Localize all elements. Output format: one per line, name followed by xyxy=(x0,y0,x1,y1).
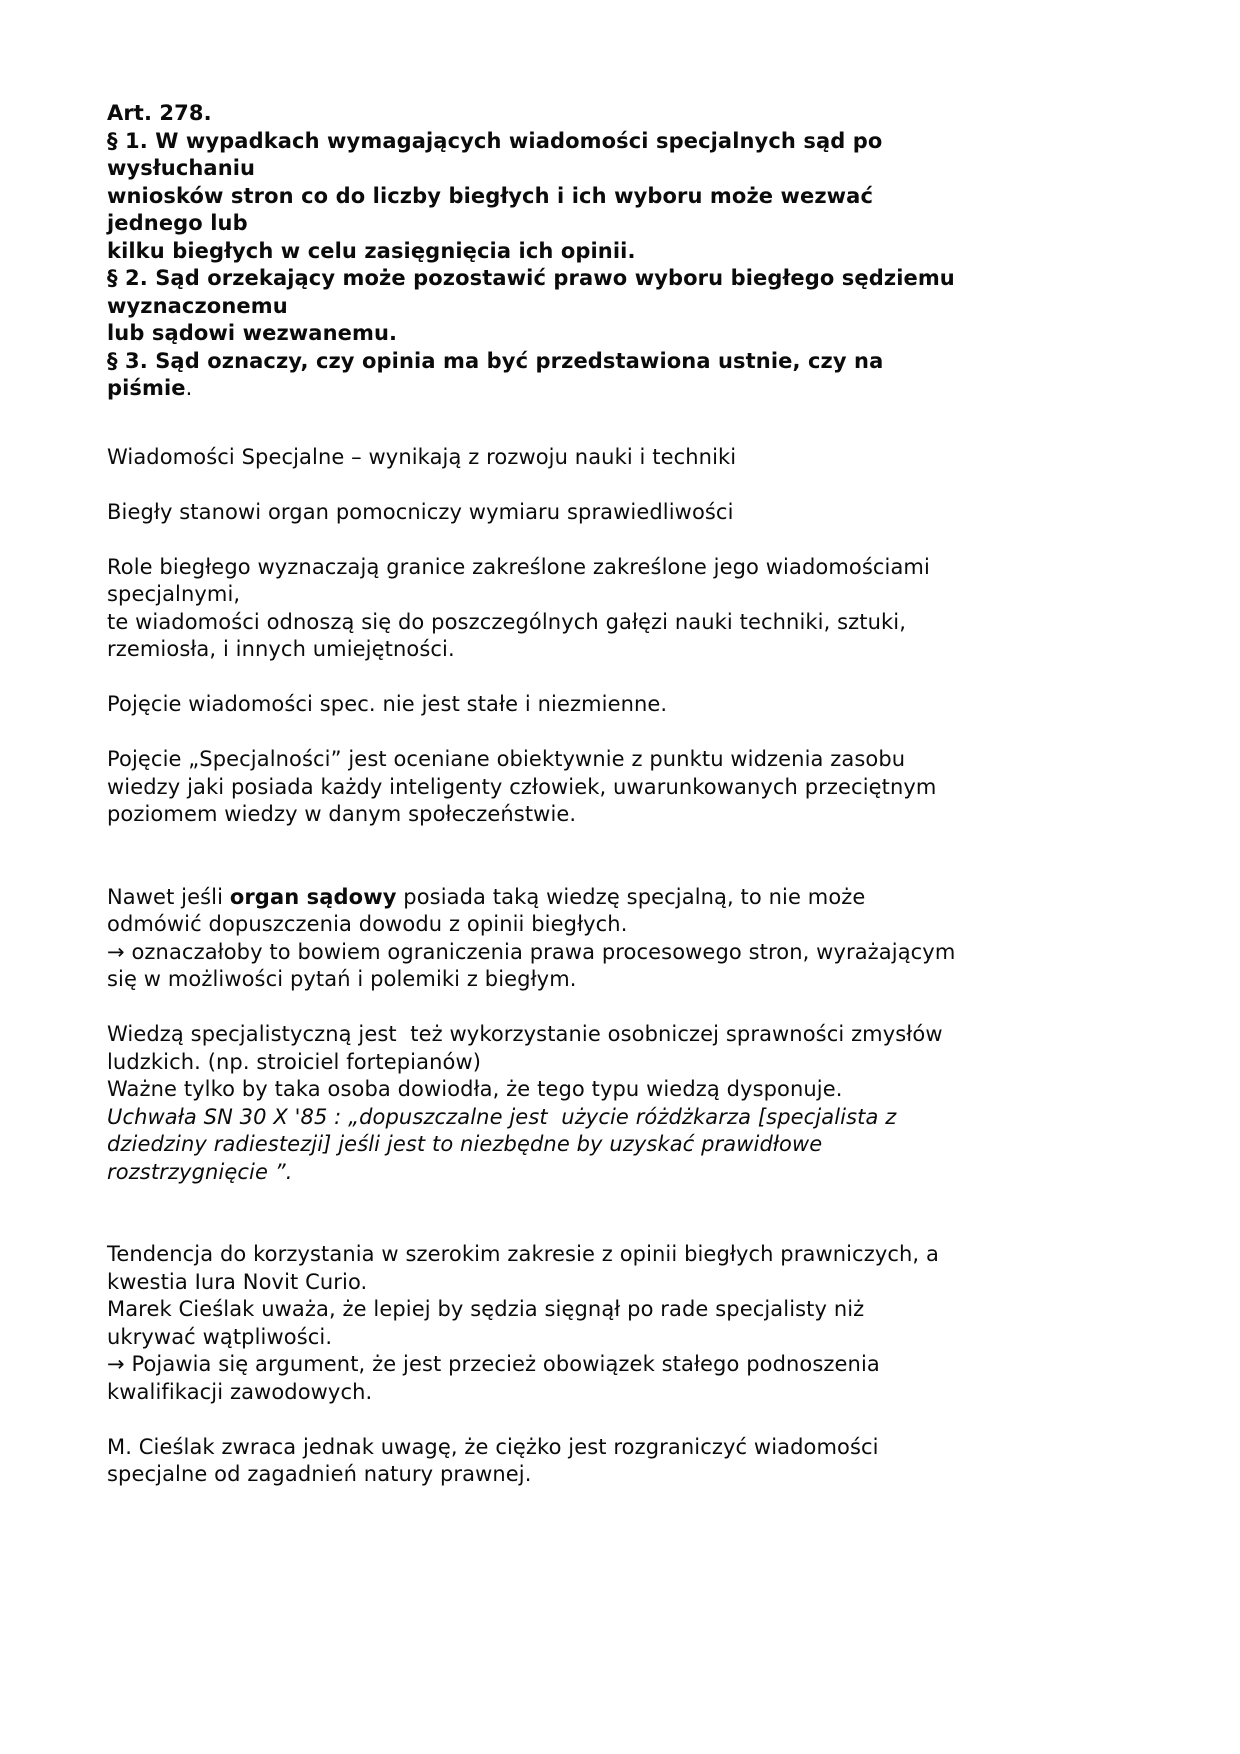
paragraph-block xyxy=(107,554,1170,664)
paragraph-block xyxy=(107,884,1170,994)
text-line xyxy=(107,444,1170,472)
text-run: Nawet jeśli xyxy=(107,884,230,909)
text-line xyxy=(107,1021,1170,1049)
text-run: rozstrzygnięcie ”. xyxy=(107,1159,293,1184)
text-line xyxy=(107,1296,1170,1324)
text-line xyxy=(107,348,1170,376)
text-line xyxy=(107,1049,1170,1077)
paragraph-block xyxy=(107,1021,1170,1186)
text-run: → oznaczałoby to bowiem ograniczenia prawa procesowego stron, wyrażającym xyxy=(107,939,956,964)
text-line xyxy=(107,320,1170,348)
text-run: specjalne od zagadnień natury prawnej. xyxy=(107,1462,532,1487)
text-run: wysłuchaniu xyxy=(107,156,256,180)
text-line xyxy=(107,238,1170,266)
text-run: wniosków stron co do liczby biegłych i ich wyboru może wezwać xyxy=(107,183,874,208)
text-line xyxy=(107,155,1170,183)
text-run: posiada taką wiedzę specjalną, to nie może xyxy=(396,884,866,909)
text-line xyxy=(107,128,1170,156)
text-run: się w możliwości pytań i polemiki z biegłym. xyxy=(107,967,577,992)
text-line xyxy=(107,1131,1170,1159)
text-line xyxy=(107,609,1170,637)
text-run: te wiadomości odnoszą się do poszczególnych gałęzi nauki techniki, sztuki, xyxy=(107,609,907,634)
text-line xyxy=(107,1159,1170,1187)
text-run: Marek Cieślak uważa, że lepiej by sędzia sięgnął po rade specjalisty niż xyxy=(107,1297,865,1322)
text-line xyxy=(107,801,1170,829)
text-run: lub sądowi wezwanemu. xyxy=(107,321,398,345)
text-run: Biegły stanowi organ pomocniczy wymiaru sprawiedliwości xyxy=(107,499,734,524)
text-run: jednego lub xyxy=(107,211,248,235)
paragraph-block xyxy=(107,1241,1170,1406)
text-line xyxy=(107,1076,1170,1104)
text-line xyxy=(107,1269,1170,1297)
text-line xyxy=(107,1241,1170,1269)
text-line xyxy=(107,1461,1170,1489)
text-run: M. Cieślak zwraca jednak uwagę, że ciężko jest rozgraniczyć wiadomości xyxy=(107,1434,879,1459)
text-line xyxy=(107,1379,1170,1407)
text-run: § 3. Sąd oznaczy, czy opinia ma być przedstawiona ustnie, czy na xyxy=(107,348,884,373)
text-run: Wiedzą specjalistyczną jest też wykorzystanie osobniczej sprawności zmysłów xyxy=(107,1022,943,1047)
text-run: wyznaczonemu xyxy=(107,293,288,318)
text-run: organ sądowy xyxy=(229,884,397,909)
paragraph-block xyxy=(107,1434,1170,1489)
text-line xyxy=(107,1351,1170,1379)
text-line xyxy=(107,966,1170,994)
text-line xyxy=(107,911,1170,939)
text-run: specjalnymi, xyxy=(107,582,241,607)
text-line xyxy=(107,554,1170,582)
text-line xyxy=(107,100,1170,128)
text-line xyxy=(107,1104,1170,1132)
text-line xyxy=(107,265,1170,293)
text-line xyxy=(107,375,1170,403)
text-line xyxy=(107,884,1170,912)
text-run: § 1. W wypadkach wymagających wiadomości specjalnych sąd po xyxy=(107,128,883,153)
text-run: kwestia Iura Novit Curio. xyxy=(107,1269,368,1294)
text-run: ludzkich. (np. stroiciel fortepianów) xyxy=(107,1049,482,1074)
text-line xyxy=(107,774,1170,802)
paragraph-block xyxy=(107,691,1170,719)
text-run: Ważne tylko by taka osoba dowiodła, że tego typu wiedzą dysponuje. xyxy=(107,1077,843,1102)
text-line xyxy=(107,183,1170,211)
text-run: . xyxy=(185,376,193,400)
text-line xyxy=(107,293,1170,321)
text-run: wiedzy jaki posiada każdy inteligenty człowiek, uwarunkowanych przeciętnym xyxy=(107,774,937,799)
paragraph-block xyxy=(107,499,1170,527)
text-line xyxy=(107,1434,1170,1462)
text-line xyxy=(107,1324,1170,1352)
paragraph-block xyxy=(107,100,1170,403)
text-run: Pojęcie wiadomości spec. nie jest stałe i niezmienne. xyxy=(107,692,668,717)
text-run: Pojęcie „Specjalności” jest oceniane obiektywnie z punktu widzenia zasobu xyxy=(107,747,906,772)
text-run: Wiadomości Specjalne – wynikają z rozwoju nauki i techniki xyxy=(107,444,737,469)
text-line xyxy=(107,939,1170,967)
text-run: § 2. Sąd orzekający może pozostawić prawo wyboru biegłego sędziemu xyxy=(107,266,955,290)
text-run: → Pojawia się argument, że jest przecież obowiązek stałego podnoszenia xyxy=(107,1352,880,1377)
text-run: kwalifikacji zawodowych. xyxy=(107,1379,373,1404)
paragraph-block xyxy=(107,746,1170,829)
text-line xyxy=(107,691,1170,719)
text-run: Uchwała SN 30 X '85 : „dopuszczalne jest użycie różdżkarza [specjalista z xyxy=(107,1104,897,1129)
text-run: dziedziny radiestezji] jeśli jest to niezbędne by uzyskać prawidłowe xyxy=(107,1132,823,1157)
text-run: rzemiosła, i innych umiejętności. xyxy=(107,637,455,662)
text-run: ukrywać wątpliwości. xyxy=(107,1324,333,1349)
text-line xyxy=(107,581,1170,609)
text-run: Art. 278. xyxy=(107,101,212,125)
text-line xyxy=(107,499,1170,527)
text-run: poziomem wiedzy w danym społeczeństwie. xyxy=(107,802,577,827)
text-run: Role biegłego wyznaczają granice zakreślone zakreślone jego wiadomościami xyxy=(107,554,930,579)
text-line xyxy=(107,746,1170,774)
text-line xyxy=(107,636,1170,664)
text-run: kilku biegłych w celu zasięgnięcia ich opinii. xyxy=(107,238,636,263)
text-run: Tendencja do korzystania w szerokim zakresie z opinii biegłych prawniczych, a xyxy=(107,1242,939,1267)
text-run: odmówić dopuszczenia dowodu z opinii biegłych. xyxy=(107,912,628,937)
paragraph-block xyxy=(107,444,1170,472)
document-body xyxy=(107,100,1170,1489)
text-run: piśmie xyxy=(107,376,186,400)
text-line xyxy=(107,210,1170,238)
